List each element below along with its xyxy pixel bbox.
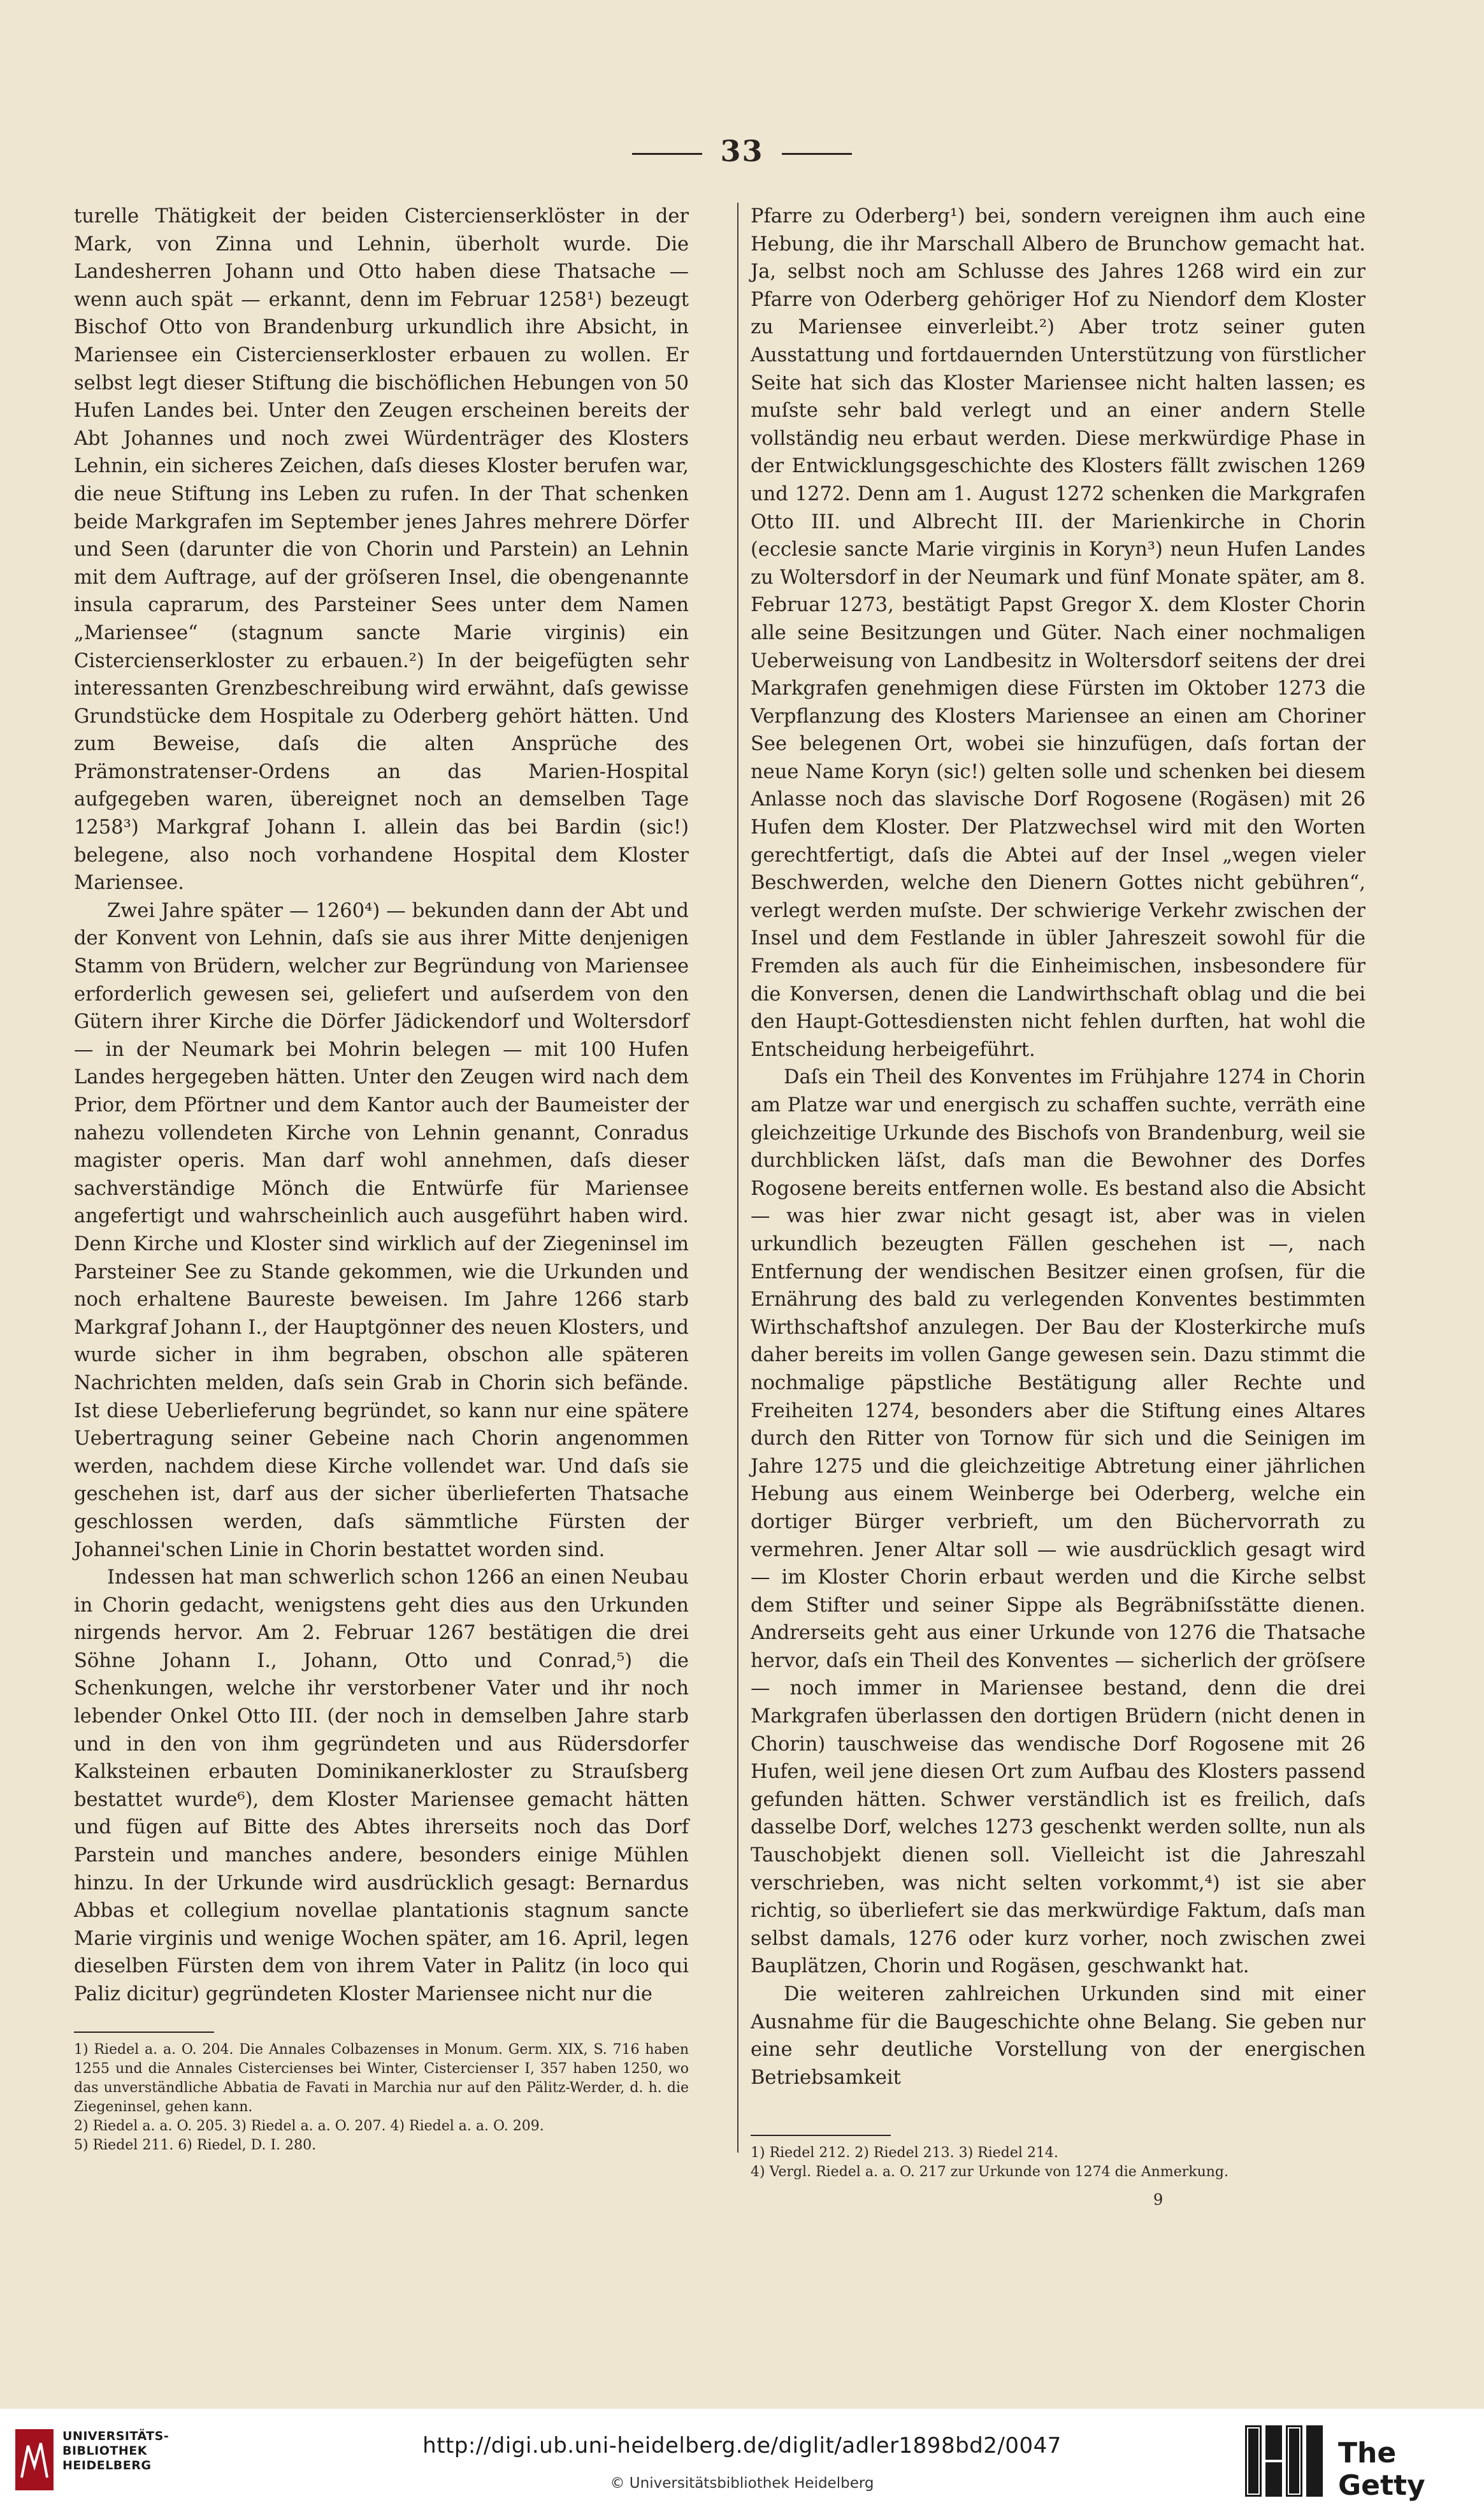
paragraph: Zwei Jahre später — 1260⁴) — bekunden dann der Abt und der Konvent von Lehnin, daſs sie aus ihrer Mitte denjenigen Stamm von Brüdern, welcher zur Begründung von Mariensee erforderlich gewesen sei, geliefert und auſserdem von den Gütern ihrer Kirche die Dörfer Jädickendorf und Woltersdorf — in der Neumark bei Mohrin belegen — mit 100 Hufen Landes hergegeben hätten. Unter den Zeugen wird nach dem Prior, dem Pförtner und dem Kantor auch der Baumeister der nahezu vollendeten Kirche von Lehnin genannt, Conradus magister operis. Man darf wohl annehmen, daſs dieser sachverständige Mönch die Entwürfe für Mariensee angefertigt und wahrscheinlich auch ausgeführt haben wird. Denn Kirche und Kloster sind wirklich auf der Ziegeninsel im Parsteiner See zu Stande gekommen, wie die Urkunden und noch erhaltene Baureste beweisen. Im Jahre 1266 starb Markgraf Johann I., der Hauptgönner des neuen Klosters, und wurde sicher in ihm begraben, obschon alle späteren Nachrichten melden, daſs sein Grab in Chorin sich befände. Ist diese Ueberlieferung begründet, so kann nur eine spätere Uebertragung seiner Gebeine nach Chorin angenommen werden, nachdem diese Kirche vollendet war. Und daſs sie geschehen ist, darf aus der sicher überlieferten Thatsache geschlossen werden, daſs sämmtliche Fürsten der Johannei'schen Linie in Chorin bestattet worden sind. — [74, 899, 689, 1561]
library-name-line: UNIVERSITÄTS- — [62, 2429, 169, 2443]
copyright-notice: © Universitätsbibliothek Heidelberg — [610, 2475, 874, 2492]
partner-name: The Getty — [1338, 2437, 1425, 2502]
footnote-rule — [751, 2135, 891, 2136]
footnote: 4) Vergl. Riedel a. a. O. 217 zur Urkunde von 1274 die Anmerkung. — [751, 2164, 1228, 2180]
library-name-line: HEIDELBERG — [62, 2458, 152, 2472]
paragraph: Die weiteren zahlreichen Urkunden sind mit einer Ausnahme für die Baugeschichte ohne Belang. Sie geben nur eine sehr deutliche Vorstellung von der energischen Betriebsamkeit — [751, 1983, 1365, 2089]
footnote-rule — [74, 2032, 214, 2033]
footer-bar — [0, 2409, 1484, 2512]
column-divider — [737, 203, 738, 2153]
getty-logo-icon — [1243, 2423, 1325, 2499]
footnote: 1) Riedel 212. 2) Riedel 213. 3) Riedel 214. — [751, 2145, 1058, 2161]
paragraph: Pfarre zu Oderberg¹) bei, sondern vereignen ihm auch eine Hebung, die ihr Marschall Albero de Brunchow gemacht hat. Ja, selbst noch am Schlusse des Jahres 1268 wird ein zur Pfarre von Oderberg gehöriger Hof zu Niendorf dem Kloster zu Mariensee einverleibt.²) Aber trotz seiner guten Ausstattung und fortdauernden Unterstützung von fürstlicher Seite hat sich das Kloster Mariensee nicht halten lassen; es muſste sehr bald verlegt und an einer andern Stelle vollständig neu erbaut werden. Diese merkwürdige Phase in der Entwicklungsgeschichte des Klosters fällt zwischen 1269 und 1272. Denn am 1. August 1272 schenken die Markgrafen Otto III. und Albrecht III. der Marienkirche in Chorin (ecclesie sancte Marie virginis in Koryn³) neun Hufen Landes zu Woltersdorf in der Neumark und fünf Monate später, am 8. Februar 1273, bestätigt Papst Gregor X. dem Kloster Chorin alle seine Besitzungen und Güter. Nach einer nochmaligen Ueberweisung von Landbesitz in Woltersdorf seitens der drei Markgrafen genehmigen diese Fürsten im Oktober 1273 die Verpflanzung des Klosters Mariensee an einen am Choriner See belegenen Ort, wobei sie hinzufügen, daſs fortan der neue Name Koryn (sic!) gelten solle und schenken bei diesem Anlasse noch das slavische Dorf Rogosene (Rogäsen) mit 26 Hufen dem Kloster. Der Platzwechsel wird mit den Worten gerechtfertigt, daſs die Abtei auf der Insel „wegen vieler Beschwerden, welche den Dienern Gottes nicht gebühren“, verlegt werden muſste. Der schwierige Verkehr zwischen der Insel und dem Festlande in übler Jahreszeit sowohl für die Fremden als auch für die Einheimischen, insbesondere für die Konversen, denen die Landwirthschaft oblag und die bei den Haupt-Gottesdiensten nicht fehlen durften, hat wohl die Entscheidung herbeigeführt. — [751, 205, 1365, 1061]
divider — [782, 153, 852, 155]
page-number — [0, 134, 1484, 168]
footnote: 2) Riedel a. a. O. 205. 3) Riedel a. a. O. 207. 4) Riedel a. a. O. 209. — [74, 2118, 544, 2134]
right-column — [751, 203, 1365, 2091]
footnote: 5) Riedel 211. 6) Riedel, D. I. 280. — [74, 2137, 317, 2153]
permalink[interactable]: http://digi.ub.uni-heidelberg.de/diglit/adler1898bd2/0047 — [422, 2433, 1062, 2458]
library-name-line: BIBLIOTHEK — [62, 2444, 147, 2458]
left-footnotes — [74, 2032, 689, 2155]
paragraph: turelle Thätigkeit der beiden Cistercienserklöster in der Mark, von Zinna und Lehnin, überholt wurde. Die Landesherren Johann und Otto haben diese Thatsache — wenn auch spät — erkannt, denn im Februar 1258¹) bezeugt Bischof Otto von Brandenburg urkundlich ihre Absicht, in Mariensee ein Cistercienserkloster erbauen zu wollen. Er selbst legt dieser Stiftung die bischöflichen Hebungen von 50 Hufen Landes bei. Unter den Zeugen erscheinen bereits der Abt Johannes und noch zwei Würdenträger des Klosters Lehnin, ein sicheres Zeichen, daſs dieses Kloster berufen war, die neue Stiftung ins Leben zu rufen. In der That schenken beide Markgrafen im September jenes Jahres mehrere Dörfer und Seen (darunter die von Chorin und Parstein) an Lehnin mit dem Auftrage, auf der gröſseren Insel, die obengenannte insula caprarum, des Parsteiner Sees unter dem Namen „Mariensee“ (stagnum sancte Marie virginis) ein Cistercienserkloster zu erbauen.²) In der beigefügten sehr interessanten Grenzbeschreibung wird erwähnt, daſs gewisse Grundstücke dem Hospitale zu Oderberg gehört hätten. Und zum Beweise, daſs die alten Ansprüche des Prämonstratenser-Ordens an das Marien-Hospital aufgegeben waren, übereignet noch an demselben Tage 1258³) Markgraf Johann I. allein das bei Bardin (sic!) belegene, also noch vorhandene Hospital dem Kloster Mariensee. — [74, 205, 689, 895]
page-number-text: 33 — [720, 134, 764, 168]
divider — [632, 153, 702, 155]
printer-signature: 9 — [1153, 2191, 1163, 2209]
paragraph: Indessen hat man schwerlich schon 1266 an einen Neubau in Chorin gedacht, wenigstens geht dies aus den Urkunden nirgends hervor. Am 2. Februar 1267 bestätigen die drei Söhne Johann I., Johann, Otto und Conrad,⁵) die Schenkungen, welche ihr verstorbener Vater und ihr noch lebender Onkel Otto III. (der noch in demselben Jahre starb und in den von ihm gegründeten und aus Rüdersdorfer Kalksteinen erbauten Dominikanerkloster zu Strauſsberg bestattet wurde⁶), dem Kloster Mariensee gemacht hätten und fügen auf Bitte des Abtes ihrerseits noch das Dorf Parstein und manches andere, besonders einige Mühlen hinzu. In der Urkunde wird ausdrücklich gesagt: Bernardus Abbas et collegium novellae plantationis stagnum sancte Marie virginis und wenige Wochen später, am 16. April, legen dieselben Fürsten dem von ihrem Vater in Palitz (in loco qui Paliz dicitur) gegründeten Kloster Mariensee nicht nur die — [74, 1566, 689, 2005]
right-footnotes — [751, 2135, 1365, 2182]
paragraph: Daſs ein Theil des Konventes im Frühjahre 1274 in Chorin am Platze war und energisch zu schaffen suchte, verräth eine gleichzeitige Urkunde des Bischofs von Brandenburg, weil sie durchblicken läſst, daſs man die Bewohner des Dorfes Rogosene bereits entfernen wolle. Es bestand also die Absicht — was hier zwar nicht gesagt ist, aber was in vielen urkundlich bezeugten Fällen geschehen ist —, nach Entfernung der wendischen Besitzer einen groſsen, für die Ernährung des bald zu verlegenden Konventes bestimmten Wirthschaftshof anzulegen. Der Bau der Klosterkirche muſs daher bereits im vollen Gange gewesen sein. Dazu stimmt die nochmalige päpstliche Bestätigung aller Rechte und Freiheiten 1274, besonders aber die Stiftung eines Altares durch den Ritter von Tornow für sich und die Seinigen im Jahre 1275 und die gleichzeitige Abtretung einer jährlichen Hebung aus einem Weinberge bei Oderberg, welche ein dortiger Bürger verbrieft, um den Büchervorrath zu vermehren. Jener Altar soll — wie ausdrücklich gesagt wird — im Kloster Chorin erbaut werden und die Kirche selbst dem Stifter und seiner Sippe als Begräbniſsstätte dienen. Andrerseits geht aus einer Urkunde von 1276 die Thatsache hervor, daſs ein Theil des Konventes — sicherlich der gröſsere — noch immer in Mariensee bestand, denn die drei Markgrafen überlassen den dortigen Brüdern (nicht denen in Chorin) tauschweise das wendische Dorf Rogosene mit 26 Hufen, weil jene diesen Ort zum Aufbau des Klosters passend gefunden hätten. Schwer verständlich ist es freilich, daſs dasselbe Dorf, welches 1273 geschenkt werden sollte, nun als Tauschobjekt dienen soll. Vielleicht ist die Jahreszahl verschrieben, was nicht selten vorkommt,⁴) ist sie aber richtig, so überliefert sie das merkwürdige Faktum, daſs man selbst damals, 1276 oder kurz vorher, noch zwischen zwei Bauplätzen, Chorin und Rogäsen, geschwankt hat. — [751, 1066, 1365, 1978]
footnote: 1) Riedel a. a. O. 204. Die Annales Colbazenses in Monum. Germ. XIX, S. 716 haben 1255 und die Annales Cistercienses bei Winter, Cistercienser I, 357 haben 1250, wo das unverständliche Abbatia de Favati in Marchia nur auf den Pälitz-Werder, d. h. die Ziegeninsel, gehen kann. — [74, 2042, 689, 2115]
left-column — [74, 203, 689, 2009]
